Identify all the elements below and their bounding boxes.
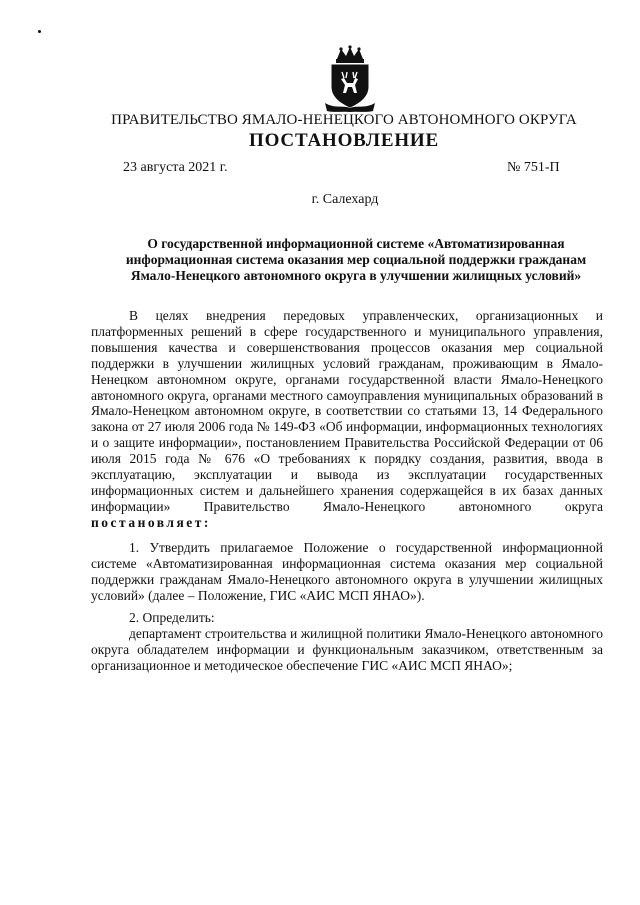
clause-1-paragraph: 1. Утвердить прилагаемое Положение о государственной информационной системе «Автоматизированная информационная система оказания мер социальной поддержки гражданам Ямало-Ненецкого автономного округа в улучшении жилищных условий» (далее – Положение, ГИС «АИС МСП ЯНАО»). — [91, 540, 603, 603]
scan-speck — [38, 30, 41, 33]
document-type: ПОСТАНОВЛЕНИЕ — [249, 130, 439, 151]
clause-2-heading: 2. Определить: — [129, 610, 215, 625]
coat-of-arms-emblem — [323, 45, 377, 113]
document-place: г. Салехард — [311, 192, 379, 207]
preamble-text: В целях внедрения передовых управленческих, организационных и платформенных решений в сфере государственного и муниципального управления, повышения качества и совершенствования процессов оказания мер социальной поддержки в улучшении жилищных условий гражданам, проживающим в Ямало-Ненецком автономном округе, органами государственной власти Ямало-Ненецкого автономного округа, органами местного самоуправления муниципальных образований в Ямало-Ненецком автономном округе, в соответствии со статьями 13, 14 Федерального закона от 27 июля 2006 года № 149-ФЗ «Об информации, информационных технологиях и о защите информации», постановлением Правительства Российской Федерации от 06 июля 2015 года № 676 «О требованиях к порядку создания, развития, ввода в эксплуатацию, эксплуатации и вывода из эксплуатации государственных информационных систем и дальнейшего хранения содержащейся в их базах данных информации» Правительство Ямало-Ненецкого автономного округа — [91, 308, 603, 514]
government-name: ПРАВИТЕЛЬСТВО ЯМАЛО-НЕНЕЦКОГО АВТОНОМНОГО ОКРУГА — [111, 112, 577, 128]
document-number: № 751-П — [507, 160, 560, 175]
preamble-paragraph — [91, 308, 603, 531]
resolve-word: постановляет: — [91, 514, 211, 530]
clause-2-item-paragraph: департамент строительства и жилищной политики Ямало-Ненецкого автономного округа обладателем информации и функциональным заказчиком, ответственным за организационное и методическое обеспечение ГИС «АИС МСП ЯНАО»; — [91, 626, 603, 673]
document-title: О государственной информационной системе «Автоматизированная информационная система оказания мер социальной поддержки гражданам Ямало-Ненецкого автономного округа в улучшении жилищных условий» — [125, 236, 587, 283]
document-date: 23 августа 2021 г. — [123, 160, 228, 175]
